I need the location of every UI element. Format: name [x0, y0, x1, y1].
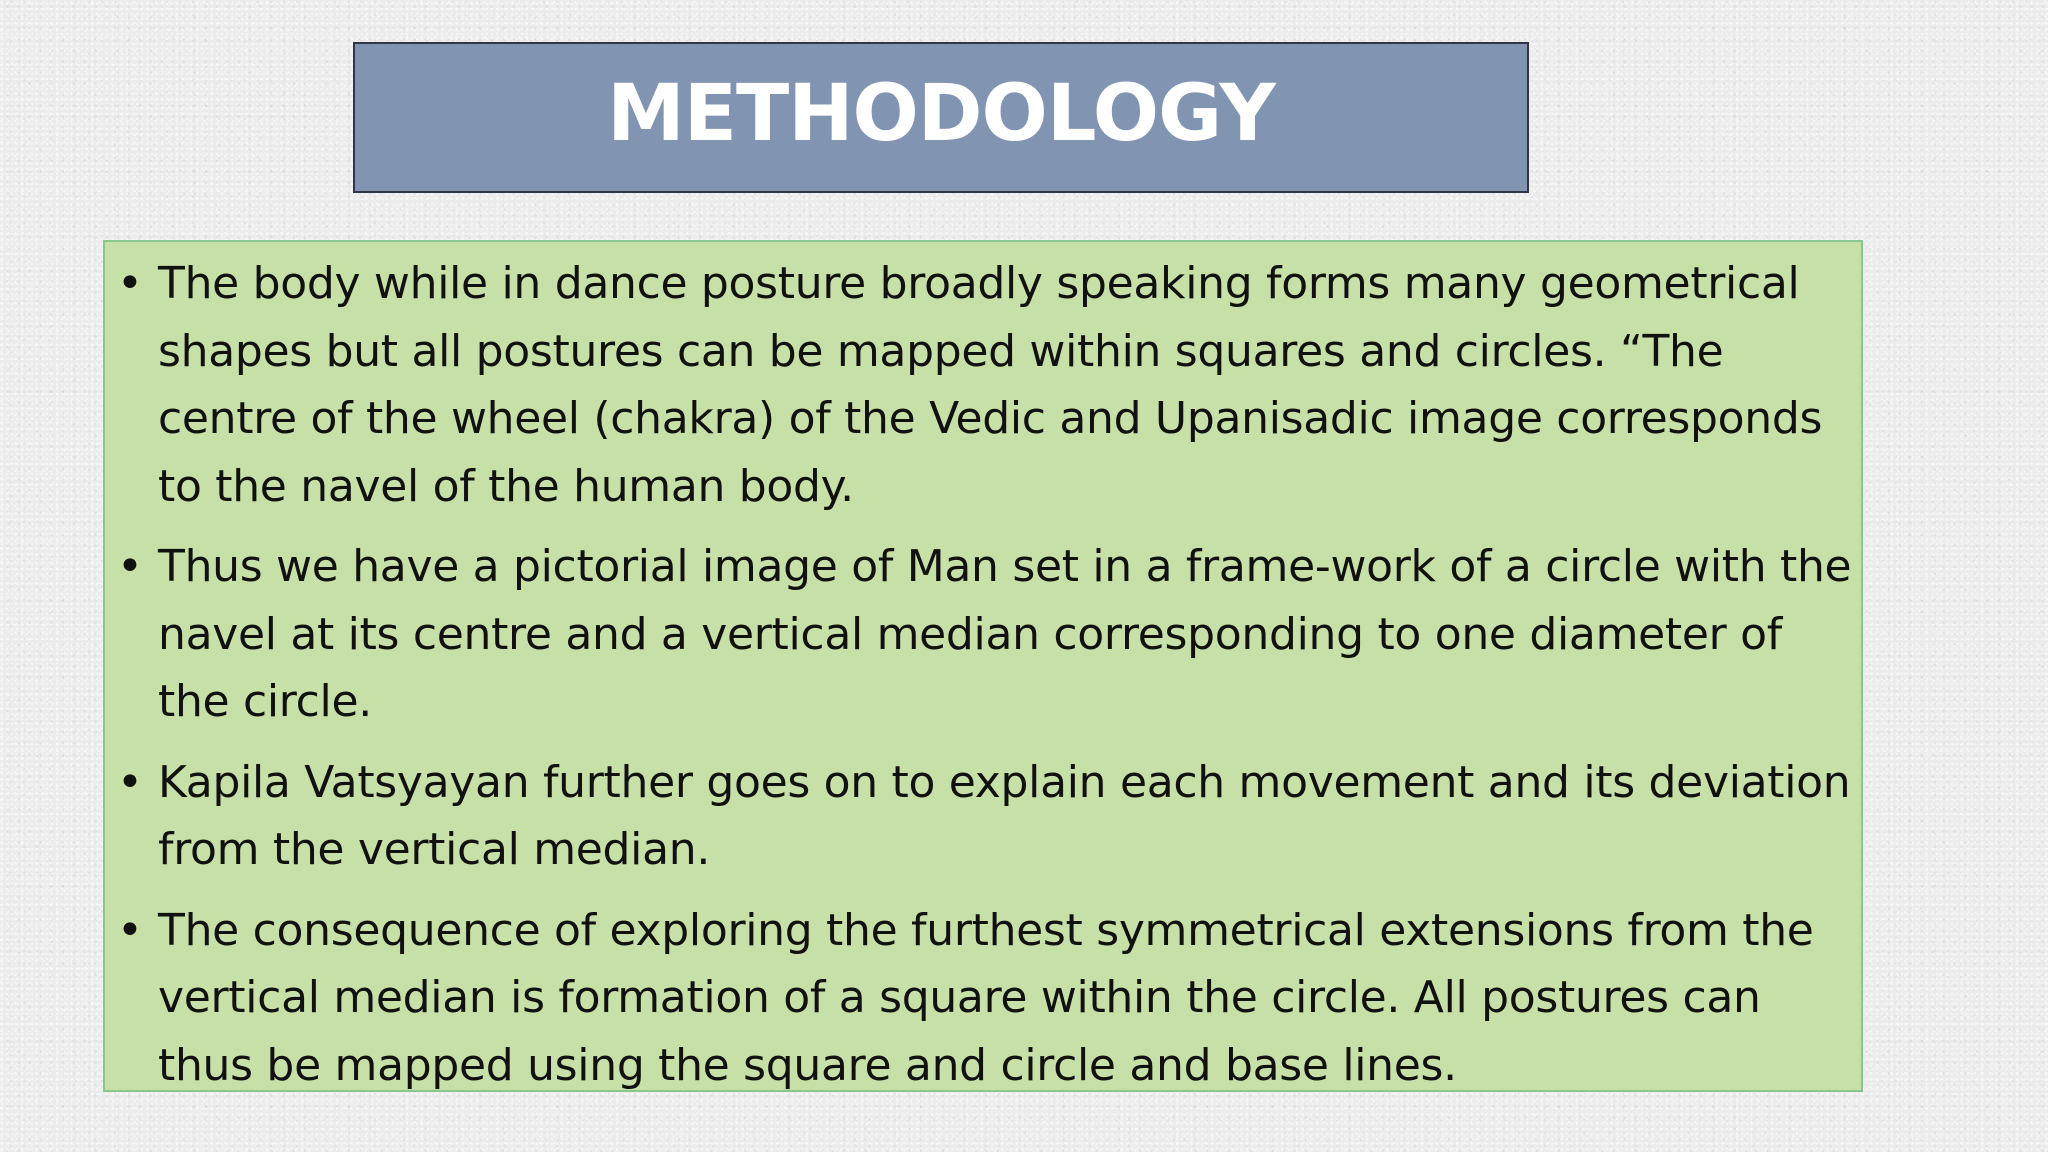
bullet-dot-icon: • [117, 258, 143, 309]
bullet-text: The body while in dance posture broadly speaking forms many geometrical shapes but all postures can be mapped within squares and circles. “The centre of the wheel (chakra) of the Vedic and Upanisadic image corresponds to the navel of the human body. [158, 258, 1823, 512]
bullet-list [103, 250, 1863, 1112]
bullet-dot-icon: • [117, 756, 143, 808]
title-banner [353, 42, 1529, 193]
bullet-item [103, 897, 1863, 1100]
bullet-text: Kapila Vatsyayan further goes on to explain each movement and its deviation from the vertical median. [158, 756, 1851, 875]
bullet-dot-icon: • [117, 904, 143, 956]
bullet-dot-icon: • [117, 541, 143, 592]
bullet-item [103, 250, 1863, 520]
bullet-text: Thus we have a pictorial image of Man set in a frame-work of a circle with the navel at its centre and a vertical median corresponding to one diameter of the circle. [158, 541, 1852, 727]
bullet-item [103, 749, 1863, 884]
bullet-item [103, 533, 1863, 736]
slide-title: METHODOLOGY [607, 68, 1275, 159]
bullet-text: The consequence of exploring the furthest symmetrical extensions from the vertical median is formation of a square within the circle. All postures can thus be mapped using the square and circle and base lines. [158, 904, 1814, 1091]
